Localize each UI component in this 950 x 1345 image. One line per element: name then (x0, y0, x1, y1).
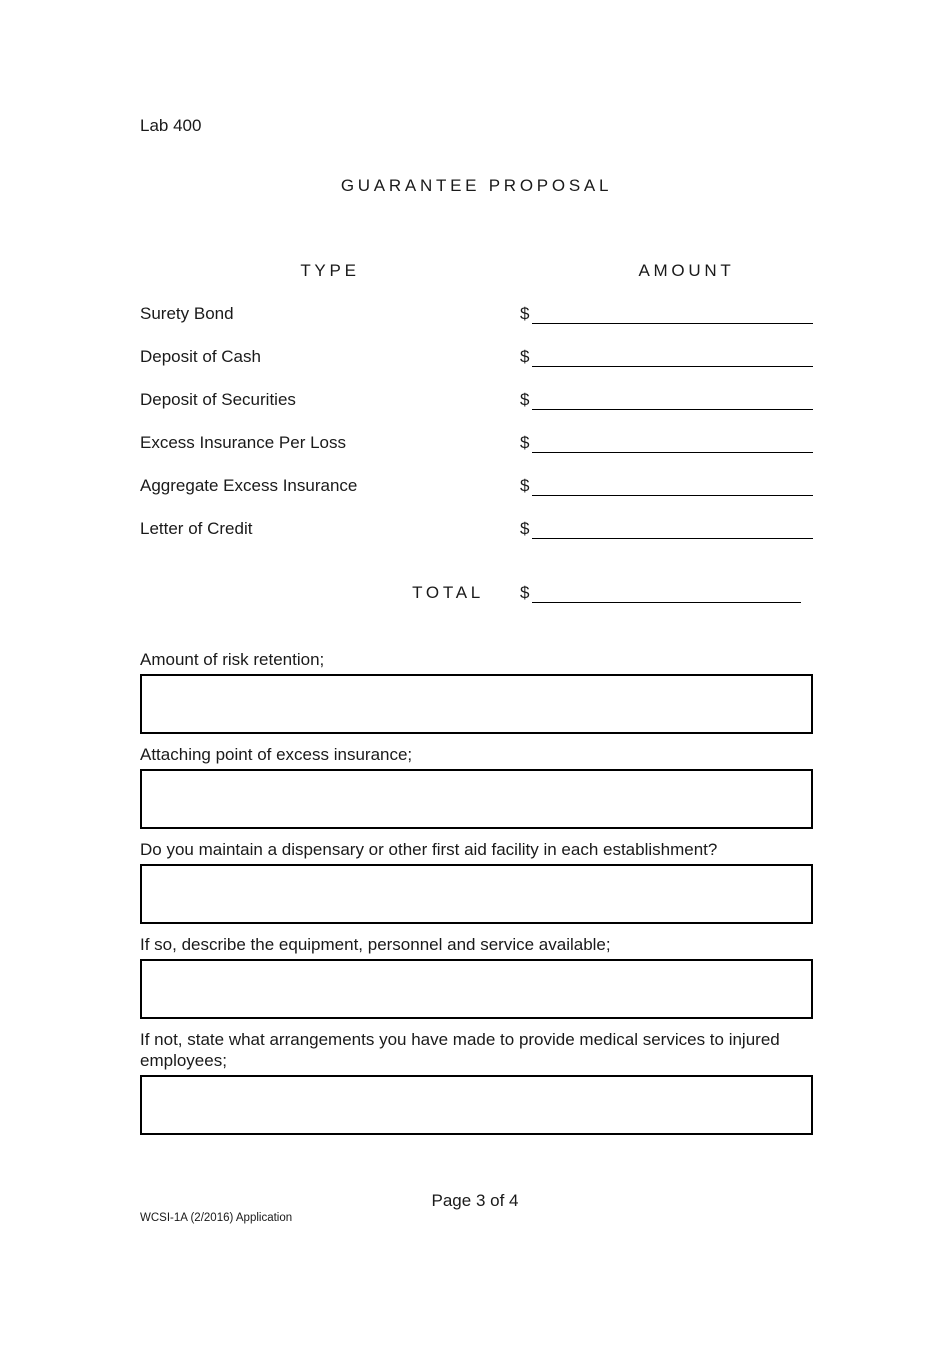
question-label: If so, describe the equipment, personnel and service available; (140, 935, 611, 954)
row-label: Surety Bond (140, 304, 234, 323)
medical-arrangements-answer-box[interactable] (140, 1075, 813, 1135)
row-label: Letter of Credit (140, 519, 253, 538)
amount-cell (520, 432, 813, 453)
currency-symbol: $ (520, 519, 530, 538)
table-row-excess-insurance-per-loss (140, 432, 813, 453)
currency-symbol: $ (520, 390, 530, 409)
row-label: Aggregate Excess Insurance (140, 476, 358, 495)
table-row-deposit-of-cash (140, 346, 813, 367)
currency-symbol: $ (520, 476, 530, 495)
amount-column-header: AMOUNT (638, 261, 735, 280)
amount-cell (520, 475, 813, 496)
question-label: Do you maintain a dispensary or other first aid facility in each establishment? (140, 840, 718, 859)
questions-section (140, 649, 813, 1135)
question-equipment-description (140, 934, 813, 1019)
table-row-aggregate-excess-insurance (140, 475, 813, 496)
currency-symbol: $ (520, 347, 530, 366)
surety-bond-amount-input[interactable] (532, 303, 813, 324)
amount-cell (520, 389, 813, 410)
question-label: Attaching point of excess insurance; (140, 745, 413, 764)
equipment-description-answer-box[interactable] (140, 959, 813, 1019)
amount-cell (520, 303, 813, 324)
row-label: Deposit of Securities (140, 390, 296, 409)
page-title: GUARANTEE PROPOSAL (340, 176, 613, 195)
row-label: Excess Insurance Per Loss (140, 433, 346, 452)
currency-symbol: $ (520, 583, 530, 602)
excess-insurance-per-loss-amount-input[interactable] (532, 432, 813, 453)
amount-cell (520, 518, 813, 539)
question-risk-retention (140, 649, 813, 734)
lab-number: Lab 400 (140, 116, 202, 135)
table-row-deposit-of-securities (140, 389, 813, 410)
question-medical-arrangements (140, 1029, 813, 1135)
currency-symbol: $ (520, 304, 530, 323)
total-row (140, 582, 813, 603)
risk-retention-answer-box[interactable] (140, 674, 813, 734)
currency-symbol: $ (520, 433, 530, 452)
question-label: Amount of risk retention; (140, 650, 325, 669)
deposit-of-securities-amount-input[interactable] (532, 389, 813, 410)
amount-cell (520, 582, 801, 603)
table-row-letter-of-credit (140, 518, 813, 539)
question-label: If not, state what arrangements you have made to provide medical services to injured employees; (140, 1030, 780, 1070)
aggregate-excess-insurance-amount-input[interactable] (532, 475, 813, 496)
deposit-of-cash-amount-input[interactable] (532, 346, 813, 367)
page-number: Page 3 of 4 (431, 1191, 519, 1210)
dispensary-answer-box[interactable] (140, 864, 813, 924)
table-header-row (140, 260, 813, 281)
total-label: TOTAL (412, 583, 484, 602)
type-column-header: TYPE (300, 261, 360, 280)
table-row-surety-bond (140, 303, 813, 324)
form-id: WCSI-1A (2/2016) Application (140, 1212, 293, 1224)
total-amount-input[interactable] (532, 582, 801, 603)
row-label: Deposit of Cash (140, 347, 261, 366)
guarantee-table (140, 260, 813, 603)
letter-of-credit-amount-input[interactable] (532, 518, 813, 539)
attaching-point-answer-box[interactable] (140, 769, 813, 829)
question-dispensary (140, 839, 813, 924)
amount-cell (520, 346, 813, 367)
question-attaching-point (140, 744, 813, 829)
